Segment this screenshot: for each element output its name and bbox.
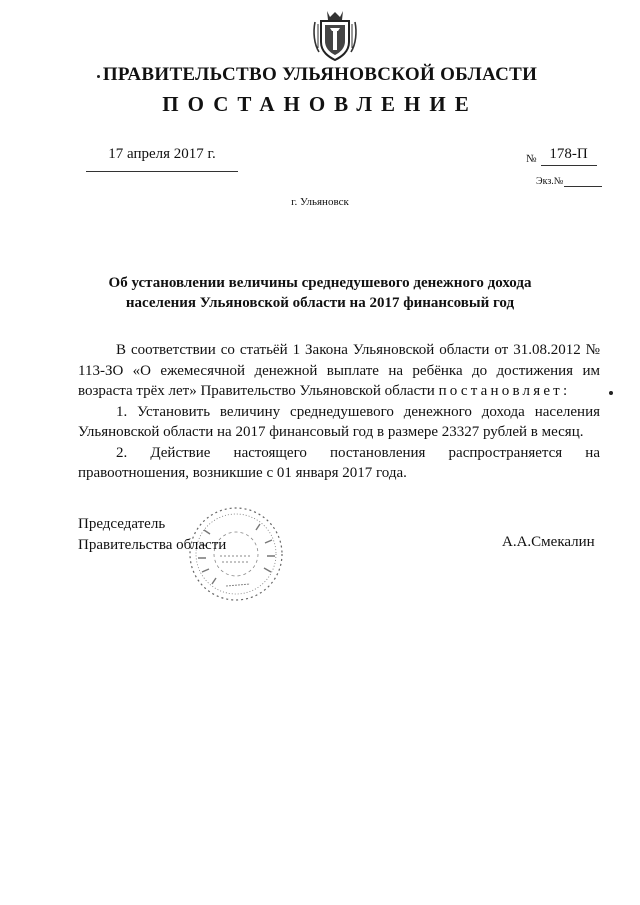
document-subject [60,273,580,313]
preamble-paragraph [78,340,600,402]
signer-position [78,514,226,555]
preamble-text: В соответствии со статьёй 1 Закона Ульяновской области от 31.08.2012 № 113-ЗО «О ежемесячной денежной выплате на ребёнка до достижения им возраста трёх лет» Правительство Ульяновской области [78,342,600,399]
city: г. Ульяновск [291,196,349,208]
margin-mark [609,391,613,395]
document-date: 17 апреля 2017 г. [108,146,216,162]
clause-1: 1. Установить величину среднедушевого денежного дохода населения Ульяновской области на 2017 финансовый год в размере 23327 рублей в месяц. [78,403,600,440]
signer-title-line-1: Председатель [78,516,166,532]
subject-line-2: населения Ульяновской области на 2017 финансовый год [125,295,515,311]
document-body [78,340,600,484]
coat-of-arms-icon [311,8,359,62]
number-sign: № [526,153,537,165]
signer-name: А.А.Смекалин [502,534,595,550]
copy-label: Экз.№ [536,176,564,187]
signer-title-line-2: Правительства области [78,536,227,553]
document-number: 178-П [541,146,597,166]
resolves-word: постановляет: [438,383,571,399]
copy-number-underline [564,177,602,187]
subject-line-1: Об установлении величины среднедушевого денежного дохода [108,275,532,291]
date-underline [86,171,238,172]
date-field [86,146,238,172]
number-field [526,146,597,166]
document-type: ПОСТАНОВЛЕНИЕ [162,92,478,116]
copy-number-field [536,176,602,187]
clause-2: 2. Действие настоящего постановления распространяется на правоотношения, возникшие с 01 января 2017 года. [78,444,600,481]
government-name: ПРАВИТЕЛЬСТВО УЛЬЯНОВСКОЙ ОБЛАСТИ [102,64,538,85]
